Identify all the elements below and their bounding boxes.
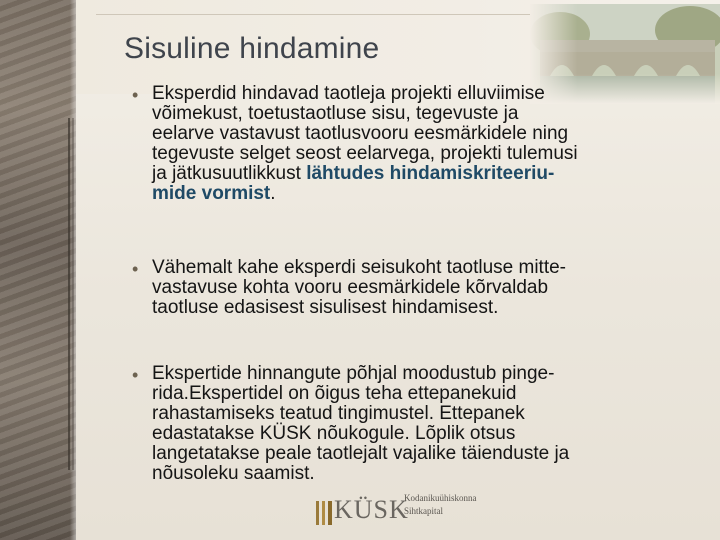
text-line: langetatakse peale taotlejalt vajalike täienduste ja — [152, 443, 570, 464]
text-line: Eksperdid hindavad taotleja projekti elluviimise — [152, 83, 545, 104]
text-line — [152, 184, 692, 204]
text-line: rahastamiseks teatud tingimustel. Ettepanek — [152, 403, 525, 424]
highlight-text: mide vormist — [152, 183, 271, 204]
kusk-logo-mark-icon — [316, 501, 332, 525]
logo-word: KÜSK — [334, 495, 409, 524]
text-segment: . — [270, 183, 276, 204]
decorative-marble-strip — [0, 0, 76, 540]
text-line: Ekspertide hinnangute põhjal moodustub pinge- — [152, 363, 555, 384]
page-title: Sisuline hindamine — [124, 32, 380, 65]
decorative-vertical-line — [72, 118, 74, 470]
text-line: nõusoleku saamist. — [152, 463, 315, 484]
bullet-text — [152, 364, 692, 484]
text-line: Vähemalt kahe eksperdi seisukoht taotluse mitte- — [152, 257, 566, 278]
text-line: võimekust, toetustaotluse sisu, tegevuste ja — [152, 103, 519, 124]
highlight-text: lähtudes hindamiskriteeriu- — [306, 163, 555, 184]
bullet-text — [152, 84, 692, 204]
bullet-text — [152, 258, 692, 318]
bullet-icon: • — [132, 365, 139, 385]
text-line: tegevuste selget seost eelarvega, projekti tulemusi — [152, 143, 578, 164]
text-line: edastatakse KÜSK nõukogule. Lõplik otsus — [152, 423, 516, 444]
bullet-icon: • — [132, 85, 139, 105]
decorative-vertical-line — [68, 118, 70, 470]
text-line: vastavuse kohta vooru eesmärkidele kõrvaldab — [152, 277, 549, 298]
bullet-icon: • — [132, 259, 139, 279]
text-line — [152, 164, 692, 184]
logo-subtitle: Kodanikuühiskonna — [404, 493, 477, 503]
kusk-logo — [316, 487, 516, 527]
text-line: taotluse edasisest sisulisest hindamisest. — [152, 297, 499, 318]
text-line: rida.Ekspertidel on õigus teha ettepanekuid — [152, 383, 517, 404]
text-segment: ja jätkusuutlikkust — [152, 163, 307, 184]
logo-subtitle: Sihtkapital — [404, 506, 443, 516]
text-line: eelarve vastavust taotlusvooru eesmärkidele ning — [152, 123, 569, 144]
